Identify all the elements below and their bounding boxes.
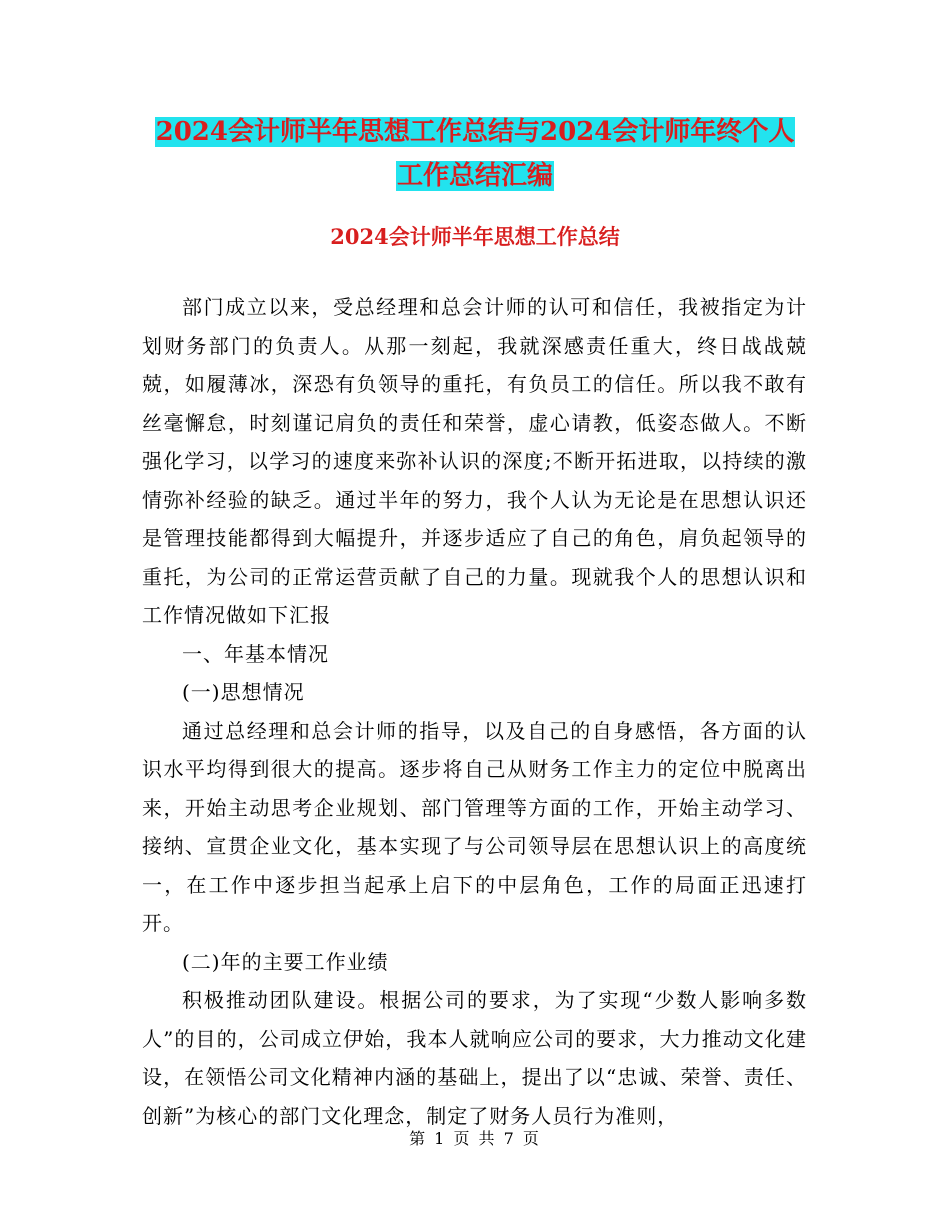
paragraph-team-building: 积极推动团队建设。根据公司的要求，为了实现“少数人影响多数人”的目的，公司成立伊始，我本人就响应公司的要求，大力推动文化建设，在领悟公司文化精神内涵的基础上，提出了以“忠诚、荣誉、责任、创新”为核心的部门文化理念，制定了财务人员行为准则， bbox=[142, 988, 807, 1128]
paragraph-thought: 通过总经理和总会计师的指导，以及自己的自身感悟，各方面的认识水平均得到很大的提高。逐步将自己从财务工作主力的定位中脱离出来，开始主动思考企业规划、部门管理等方面的工作，开始主动学习、接纳、宣贯企业文化，基本实现了与公司领导层在思想认识上的高度统一，在工作中逐步担当起承上启下的中层角色，工作的局面正迅速打开。 bbox=[142, 718, 807, 935]
page-number-footer: 第 1 页 共 7 页 bbox=[409, 1129, 541, 1148]
heading-thought-situation: (一)思想情况 bbox=[182, 680, 305, 704]
paragraph-intro: 部门成立以来，受总经理和总会计师的认可和信任，我被指定为计划财务部门的负责人。从那一刻起，我就深感责任重大，终日战战兢兢，如履薄冰，深恐有负领导的重托，有负员工的信任。所以我不敢有丝毫懈怠，时刻谨记肩负的责任和荣誉，虚心请教，低姿态做人。不断强化学习，以学习的速度来弥补认识的深度;不断开拓进取，以持续的激情弥补经验的缺乏。通过半年的努力，我个人认为无论是在思想认识还是管理技能都得到大幅提升，并逐步适应了自己的角色，肩负起领导的重托，为公司的正常运营贡献了自己的力量。现就我个人的思想认识和工作情况做如下汇报 bbox=[142, 295, 807, 627]
heading-basic-situation: 一、年基本情况 bbox=[182, 641, 329, 666]
section-title: 2024会计师半年思想工作总结 bbox=[330, 224, 620, 249]
document-body bbox=[142, 288, 807, 1135]
heading-main-achievements: (二)年的主要工作业绩 bbox=[182, 949, 389, 974]
main-title-line-2-text: 工作总结汇编 bbox=[396, 161, 553, 191]
main-title-line-1 bbox=[0, 113, 950, 151]
main-title-line-1-text: 2024会计师半年思想工作总结与2024会计师年终个人 bbox=[155, 117, 795, 147]
main-title-line-2 bbox=[0, 157, 950, 195]
